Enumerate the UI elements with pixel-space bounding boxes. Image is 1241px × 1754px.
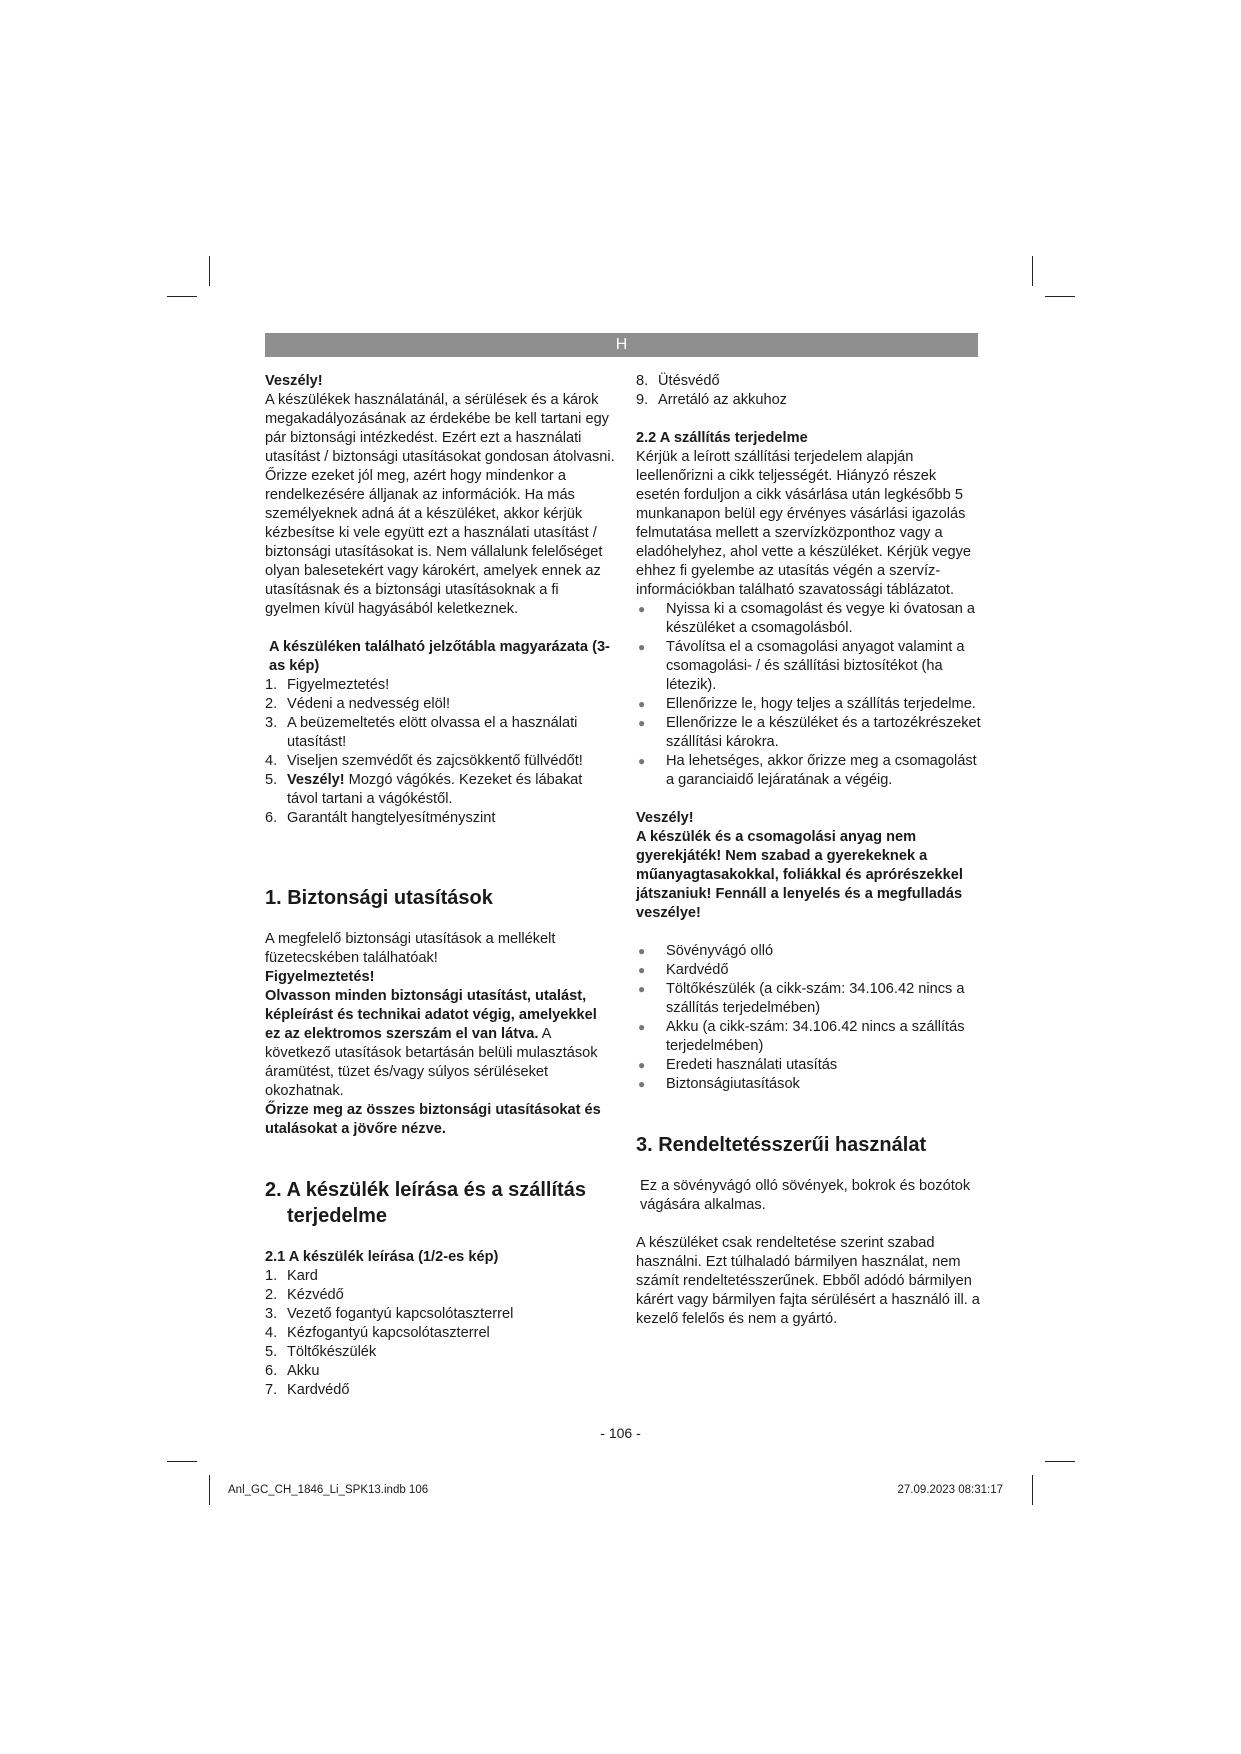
bullet-icon: ● xyxy=(638,1077,646,1091)
footer-datetime: 27.09.2023 08:31:17 xyxy=(897,1484,1003,1496)
sign-list xyxy=(265,676,615,828)
crop-mark xyxy=(167,296,197,297)
list-item: ● Kardvédő xyxy=(638,962,729,978)
section22-title: 2.2 A szállítás terjedelme xyxy=(636,430,808,446)
section3-p2: A készüléket csak rendeltetése szerint szabad használni. Ezt túlhaladó bármilyen használat, nem számít rendeltetésszerűnek. Ebből adódó bármilyen kárért vagy bármilyen fajta sérülésért a használó ill. a kezelő felelős és nem a gyártó. xyxy=(636,1235,980,1327)
bullet-icon: ● xyxy=(638,963,646,977)
danger-title: Veszély! xyxy=(265,373,323,389)
list-item: 9. Arretáló az akkuhoz xyxy=(636,392,787,408)
section1-warning-title: Figyelmeztetés! xyxy=(265,969,375,985)
bullet-icon: ● xyxy=(638,944,646,958)
list-item: 4. Viseljen szemvédőt és zajcsökkentő füllvédőt! xyxy=(265,753,583,769)
list-item: 3. Vezető fogantyú kapcsolótaszterrel xyxy=(265,1306,514,1322)
bullet-icon: ● xyxy=(638,982,646,996)
crop-mark xyxy=(1045,296,1075,297)
bullet-icon: ● xyxy=(638,697,646,711)
list-item: 4. Kézfogantyú kapcsolótaszterrel xyxy=(265,1325,490,1341)
list-item: 6. Garantált hangtelyesítményszint xyxy=(265,810,496,826)
section2-title: 2. A készülék leírása és a szállítás terjedelme xyxy=(265,1179,586,1227)
list-item: ● Távolítsa el a csomagolási anyagot valamint a csomagolási- / és szállítási biztosítékot (ha létezik). xyxy=(638,639,965,693)
section1-keep: Őrizze meg az összes biztonsági utasításokat és utalásokat a jövőre nézve. xyxy=(265,1102,601,1137)
sign-title: A készüléken található jelzőtábla magyarázata (3-as kép) xyxy=(269,639,610,674)
section21-title: 2.1 A készülék leírása (1/2-es kép) xyxy=(265,1249,499,1265)
bullet-icon: ● xyxy=(638,1020,646,1034)
bullet-icon: ● xyxy=(638,716,646,730)
crop-mark xyxy=(209,1475,210,1505)
section3-p1: Ez a sövényvágó olló sövények, bokrok és bozótok vágására alkalmas. xyxy=(640,1178,971,1213)
list-item: ● Töltőkészülék (a cikk-szám: 34.106.42 nincs a szállítás terjedelmében) xyxy=(638,981,965,1016)
right-column xyxy=(636,372,981,1329)
list-item: 8. Ütésvédő xyxy=(636,373,720,389)
list-item: 2. Védeni a nedvesség elöl! xyxy=(265,696,451,712)
footer-file: Anl_GC_CH_1846_Li_SPK13.indb 106 xyxy=(228,1484,429,1496)
list-item: 5. Veszély! Mozgó vágókés. Kezeket és lábakat távol tartani a vágókéstől. xyxy=(265,772,583,807)
list-item: 5. Töltőkészülék xyxy=(265,1344,377,1360)
list-item: 1. Figyelmeztetés! xyxy=(265,677,390,693)
list-item: 3. A beüzemeltetés elött olvassa el a használati utasítást! xyxy=(265,715,578,750)
section1-warning: Olvasson minden biztonsági utasítást, utalást, képleírást és technikai adatot végig, amelyekkel ez az elektromos szerszám el van látva. A következő utasítások betartásán belüli mulasztások áramütést, tüzet és/vagy súlyos sérüléseket okozhatnak. xyxy=(265,988,598,1099)
language-header-bar xyxy=(265,333,978,357)
list-item: ● Sövényvágó olló xyxy=(638,943,774,959)
section22-text: Kérjük a leírott szállítási terjedelem alapján leellenőrizni a cikk teljességét. Hiányzó részek esetén forduljon a cikk vásárlása után legkésőbb 5 munkanapon belül egy érvényes vásárlási igazolás felmutatása mellett a szervízközponthoz vagy a eladóhelyhez, ahol vette a készüléket. Kérjük vegye ehhez fi gyelembe az utasítás végén a szervíz-információkban található szavatossági táblázatot. xyxy=(636,449,972,598)
danger-text: A készülékek használatánál, a sérülések és a károk megakadályozásának az érdekébe be kell tartani egy pár biztonsági intézkedést. Ezért ezt a használati utasítást / biztonsági utasításokat gondosan átolvasni. Őrizze ezeket jól meg, azért hogy mindenkor a rendelkezésére álljanak az információk. Ha más személyeknek adná át a készüléket, akkor kérjük kézbesítse ki vele együtt ezt a használati utasítást / biztonsági utasításokat is. Nem vállalunk felelőséget olyan balesetekért vagy károkért, amelyek ennek az utasításnak és a biztonsági utasításoknak a fi gyelmen kívül hagyásából keletkeznek. xyxy=(265,392,615,617)
crop-mark xyxy=(1032,256,1033,286)
section1-p1: A megfelelő biztonsági utasítások a mellékelt füzetecskében találhatóak! xyxy=(265,931,556,966)
list-item: ● Akku (a cikk-szám: 34.106.42 nincs a szállítás terjedelmében) xyxy=(638,1019,965,1054)
crop-mark xyxy=(209,256,210,286)
bullet-icon: ● xyxy=(638,640,646,654)
section1-title: 1. Biztonsági utasítások xyxy=(265,887,493,909)
list-item: 2. Kézvédő xyxy=(265,1287,344,1303)
list-item: ● Biztonságiutasítások xyxy=(638,1076,800,1092)
list-item: ● Ha lehetséges, akkor őrizze meg a csomagolást a garanciaidő lejáratának a végéig. xyxy=(638,753,977,788)
steps-list xyxy=(636,600,981,790)
section3-title: 3. Rendeltetésszerűi használat xyxy=(636,1134,927,1156)
list-item: ● Nyissa ki a csomagolást és vegye ki óvatosan a készüléket a csomagolásból. xyxy=(638,601,976,636)
list-item: 7. Kardvédő xyxy=(265,1382,350,1398)
crop-mark xyxy=(1045,1461,1075,1462)
bullet-icon: ● xyxy=(638,602,646,616)
delivery-list xyxy=(636,942,981,1094)
left-column xyxy=(265,372,615,1400)
danger2-text: A készülék és a csomagolási anyag nem gyerekjáték! Nem szabad a gyerekeknek a műanyagtasakokkal, foliákkal és aprórészekkel játszaniuk! Fennáll a lenyelés és a megfulladás veszélye! xyxy=(636,829,963,921)
list-item: 6. Akku xyxy=(265,1363,320,1379)
bullet-icon: ● xyxy=(638,754,646,768)
crop-mark xyxy=(1032,1475,1033,1505)
language-label: H xyxy=(615,336,628,353)
list-item: ● Ellenőrizze le, hogy teljes a szállítás terjedelme. xyxy=(638,696,976,712)
danger2-title: Veszély! xyxy=(636,810,694,826)
list-item: ● Eredeti használati utasítás xyxy=(638,1057,838,1073)
bullet-icon: ● xyxy=(638,1058,646,1072)
parts-list xyxy=(265,1267,615,1400)
list-item: 1. Kard xyxy=(265,1268,318,1284)
crop-mark xyxy=(167,1461,197,1462)
page-number: - 106 - xyxy=(600,1425,641,1441)
list-item: ● Ellenőrizze le a készüléket és a tartozékrészeket szállítási károkra. xyxy=(638,715,981,750)
parts-list-cont xyxy=(636,372,981,410)
